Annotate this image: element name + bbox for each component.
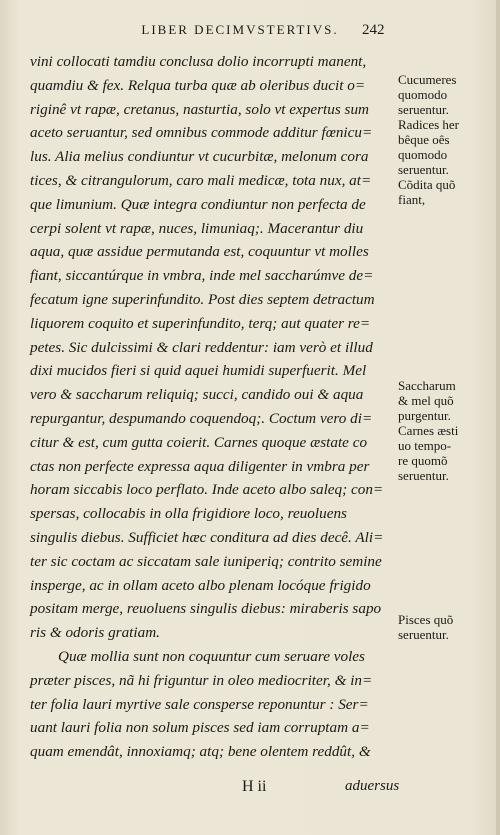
text-line: fecatum igne superinfundito. Post dies septem detractum (30, 290, 375, 308)
marginal-note-line: uo tempo- (398, 438, 452, 453)
paragraph-first-line: Quæ mollia sunt non coquuntur cum seruare voles (58, 647, 365, 665)
marginal-note-line: fiant, (398, 192, 426, 207)
marginal-note-line: seruentur. (398, 102, 449, 117)
text-line: tices, & citrangulorum, caro mali medicæ, tota nux, at= (30, 171, 372, 189)
text-line: liquorem coquito et superinfundito, terq; aut quater re= (30, 314, 371, 332)
text-line: ter folia lauri myrtive sale consperse reponuntur : Ser= (30, 695, 369, 713)
text-line: ris & odoris gratiam. (30, 624, 160, 642)
running-head: LIBER DECIMVSTERTIVS. (141, 22, 339, 37)
text-line: præter pisces, nã hi friguntur in oleo mediocriter, & in= (30, 671, 373, 689)
marginal-note-line: bêque oês (398, 132, 450, 147)
text-line: positam merge, reuoluens singulis diebus: miraberis sapo (30, 600, 382, 618)
text-line: uant lauri folia non solum pisces sed iam corruptam a= (30, 719, 370, 737)
marginal-note-line: & mel quõ (398, 393, 454, 408)
marginal-note-line: Carnes æsti (398, 423, 459, 438)
marginal-note-line: seruentur. (398, 162, 449, 177)
catchword: aduersus (345, 778, 400, 794)
marginal-note-line: quomodo (398, 147, 448, 162)
text-line: insperge, ac in ollam aceto albo plenam locóque frigido (30, 576, 371, 594)
signature-mark: H ii (242, 778, 267, 795)
marginal-note-line: Radices her (398, 117, 460, 132)
text-line: quam emendât, innoxiamq; atq; bene olentem reddût, & (30, 743, 371, 761)
marginal-note-saccharum (398, 378, 498, 483)
marginal-note-line: Saccharum (398, 378, 456, 393)
marginal-note-cucumeres (398, 72, 498, 207)
text-line: vini collocati tamdiu conclusa dolio incorrupti manent, (30, 53, 367, 70)
text-line: repurgantur, despumando coquendoq;. Coctum vero di= (30, 409, 373, 427)
text-line: quamdiu & fex. Relqua turba quæ ab oleribus ducit o= (30, 76, 366, 94)
marginal-note-line: seruentur. (398, 627, 449, 642)
marginal-note-line: Cõdita quõ (398, 177, 456, 192)
text-line: spersas, collocabis in olla frigidiore loco, reuoluens (30, 505, 347, 523)
marginal-note-line: Cucumeres (398, 72, 457, 87)
text-line: horam siccabis loco perflato. Inde aceto albo saleq; con= (30, 481, 384, 499)
text-line: riginê vt rapæ, cretanus, nasturtia, solo vt expertus sum (30, 100, 370, 118)
text-line: fiant, siccantúrque in vmbra, inde mel saccharúmve de= (30, 267, 374, 285)
text-line: aqua, quæ assidue permutanda est, coquuntur vt molles (30, 243, 369, 261)
text-line: ter sic coctam ac siccatam sale iuniperiq; contrito semine (30, 552, 382, 570)
marginal-note-line: Pisces quõ (398, 612, 454, 627)
folio-page-number: 242 (362, 22, 385, 38)
text-line: cerpi solent vt rapæ, nuces, limuniaq;. Macerantur diu (30, 219, 364, 237)
text-line: singulis diebus. Sufficiet hæc conditura ad dies decê. Ali= (30, 528, 384, 546)
marginal-note-line: re quomõ (398, 453, 448, 468)
text-line: petes. Sic dulcissimi & clari reddentur: iam verò et illud (30, 338, 373, 356)
text-line: que limunium. Quæ integra condiuntur non perfecta de (30, 195, 366, 213)
marginal-note-line: quomodo (398, 87, 448, 102)
marginal-note-line: seruentur. (398, 468, 449, 483)
marginal-note-pisces (398, 612, 498, 642)
text-line: ctas non perfecte expressa aqua diligenter in vmbra per (30, 457, 370, 475)
text-line: citur & est, cum gutta coierit. Carnes quoque æstate co (30, 433, 368, 451)
text-line: vero & saccharum reliquiq; succi, candido oui & aqua (30, 386, 364, 404)
main-text-block (30, 50, 400, 764)
text-line: dixi mucidos fieri si quid aquei humidi superfuerit. Mel (30, 362, 367, 380)
text-line: aceto seruantur, sed omnibus commode additur fœnicu= (30, 124, 373, 142)
marginal-note-line: purgentur. (398, 408, 451, 423)
text-line: lus. Alia melius condiuntur vt cucurbitæ, melonum cora (30, 148, 369, 166)
